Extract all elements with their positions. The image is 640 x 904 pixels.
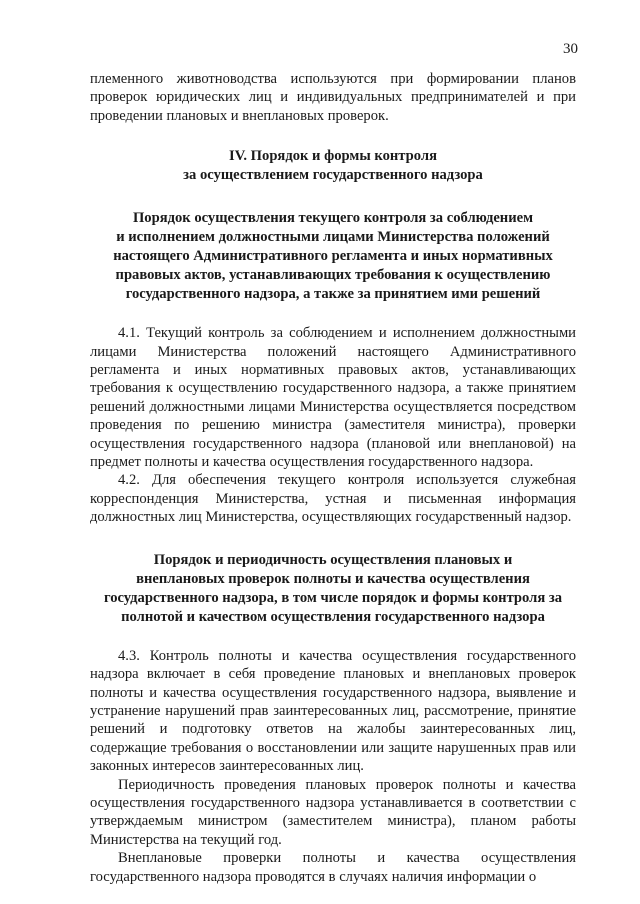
page-number: 30 — [563, 41, 578, 57]
subheading-line: Порядок и периодичность осуществления плановых и — [153, 551, 513, 568]
section-heading — [90, 147, 576, 185]
subheading-line: Порядок осуществления текущего контроля за соблюдением — [132, 210, 534, 227]
paragraph-4-3: 4.3. Контроль полноты и качества осуществления государственного надзора включает в себя проведение плановых и внеплановых проверок полноты и качества осуществления государственного надзора, выявление и устранение нарушений прав заинтересованных лиц, рассмотрение, принятие решений и подготовку ответов на жалобы заинтересованных лиц, содержащие требования о восстановлении или защите нарушенных прав или законных интересов заинтересованных лиц. — [90, 647, 576, 775]
paragraph-4-1: 4.1. Текущий контроль за соблюдением и исполнением должностными лицами Министерства положений настоящего Административного регламента и иных нормативных правовых актов, устанавливающих требования к осуществлению государственного надзора, а также принятием решений должностными лицами Министерства осуществляется посредством проведения по решению министра (заместителя министра), проверки осуществления государственного надзора (плановой или внеплановой) на предмет полноты и качества осуществления государственного надзора. — [90, 325, 576, 471]
subheading-line: внеплановых проверок полноты и качества осуществления — [136, 570, 530, 587]
subheading-line: и исполнением должностными лицами Министерства положений — [116, 229, 550, 246]
paragraph-4-2: 4.2. Для обеспечения текущего контроля используется служебная корреспонденция Министерства, устная и письменная информация должностных лиц Министерства, осуществляющих государственный надзор. — [90, 472, 576, 526]
subheading-line: правовых актов, устанавливающих требования к осуществлению — [115, 267, 551, 284]
subheading-line: государственного надзора, в том числе порядок и формы контроля за — [103, 589, 563, 606]
document-body — [90, 70, 576, 886]
subheading-current-control — [90, 209, 576, 304]
subheading-inspections — [90, 551, 576, 627]
subheading-line: государственного надзора, а также за принятием ими решений — [125, 286, 541, 303]
paragraph-periodicity: Периодичность проведения плановых проверок полноты и качества осуществления государственного надзора устанавливается в соответствии с утверждаемым министром (заместителем министра), планом работы Министерства на текущий год. — [90, 776, 576, 848]
subheading-line: полнотой и качеством осуществления государственного надзора — [121, 608, 545, 625]
section-heading-line: за осуществлением государственного надзора — [183, 167, 483, 184]
intro-paragraph: племенного животноводства используются при формировании планов проверок юридических лиц и индивидуальных предпринимателей и при проведении плановых и внеплановых проверок. — [90, 71, 576, 124]
paragraph-unscheduled: Внеплановые проверки полноты и качества осуществления государственного надзора проводятся в случаях наличия информации о — [90, 850, 576, 885]
subheading-line: настоящего Административного регламента и иных нормативных — [113, 248, 553, 265]
section-heading-line: IV. Порядок и формы контроля — [229, 148, 437, 165]
